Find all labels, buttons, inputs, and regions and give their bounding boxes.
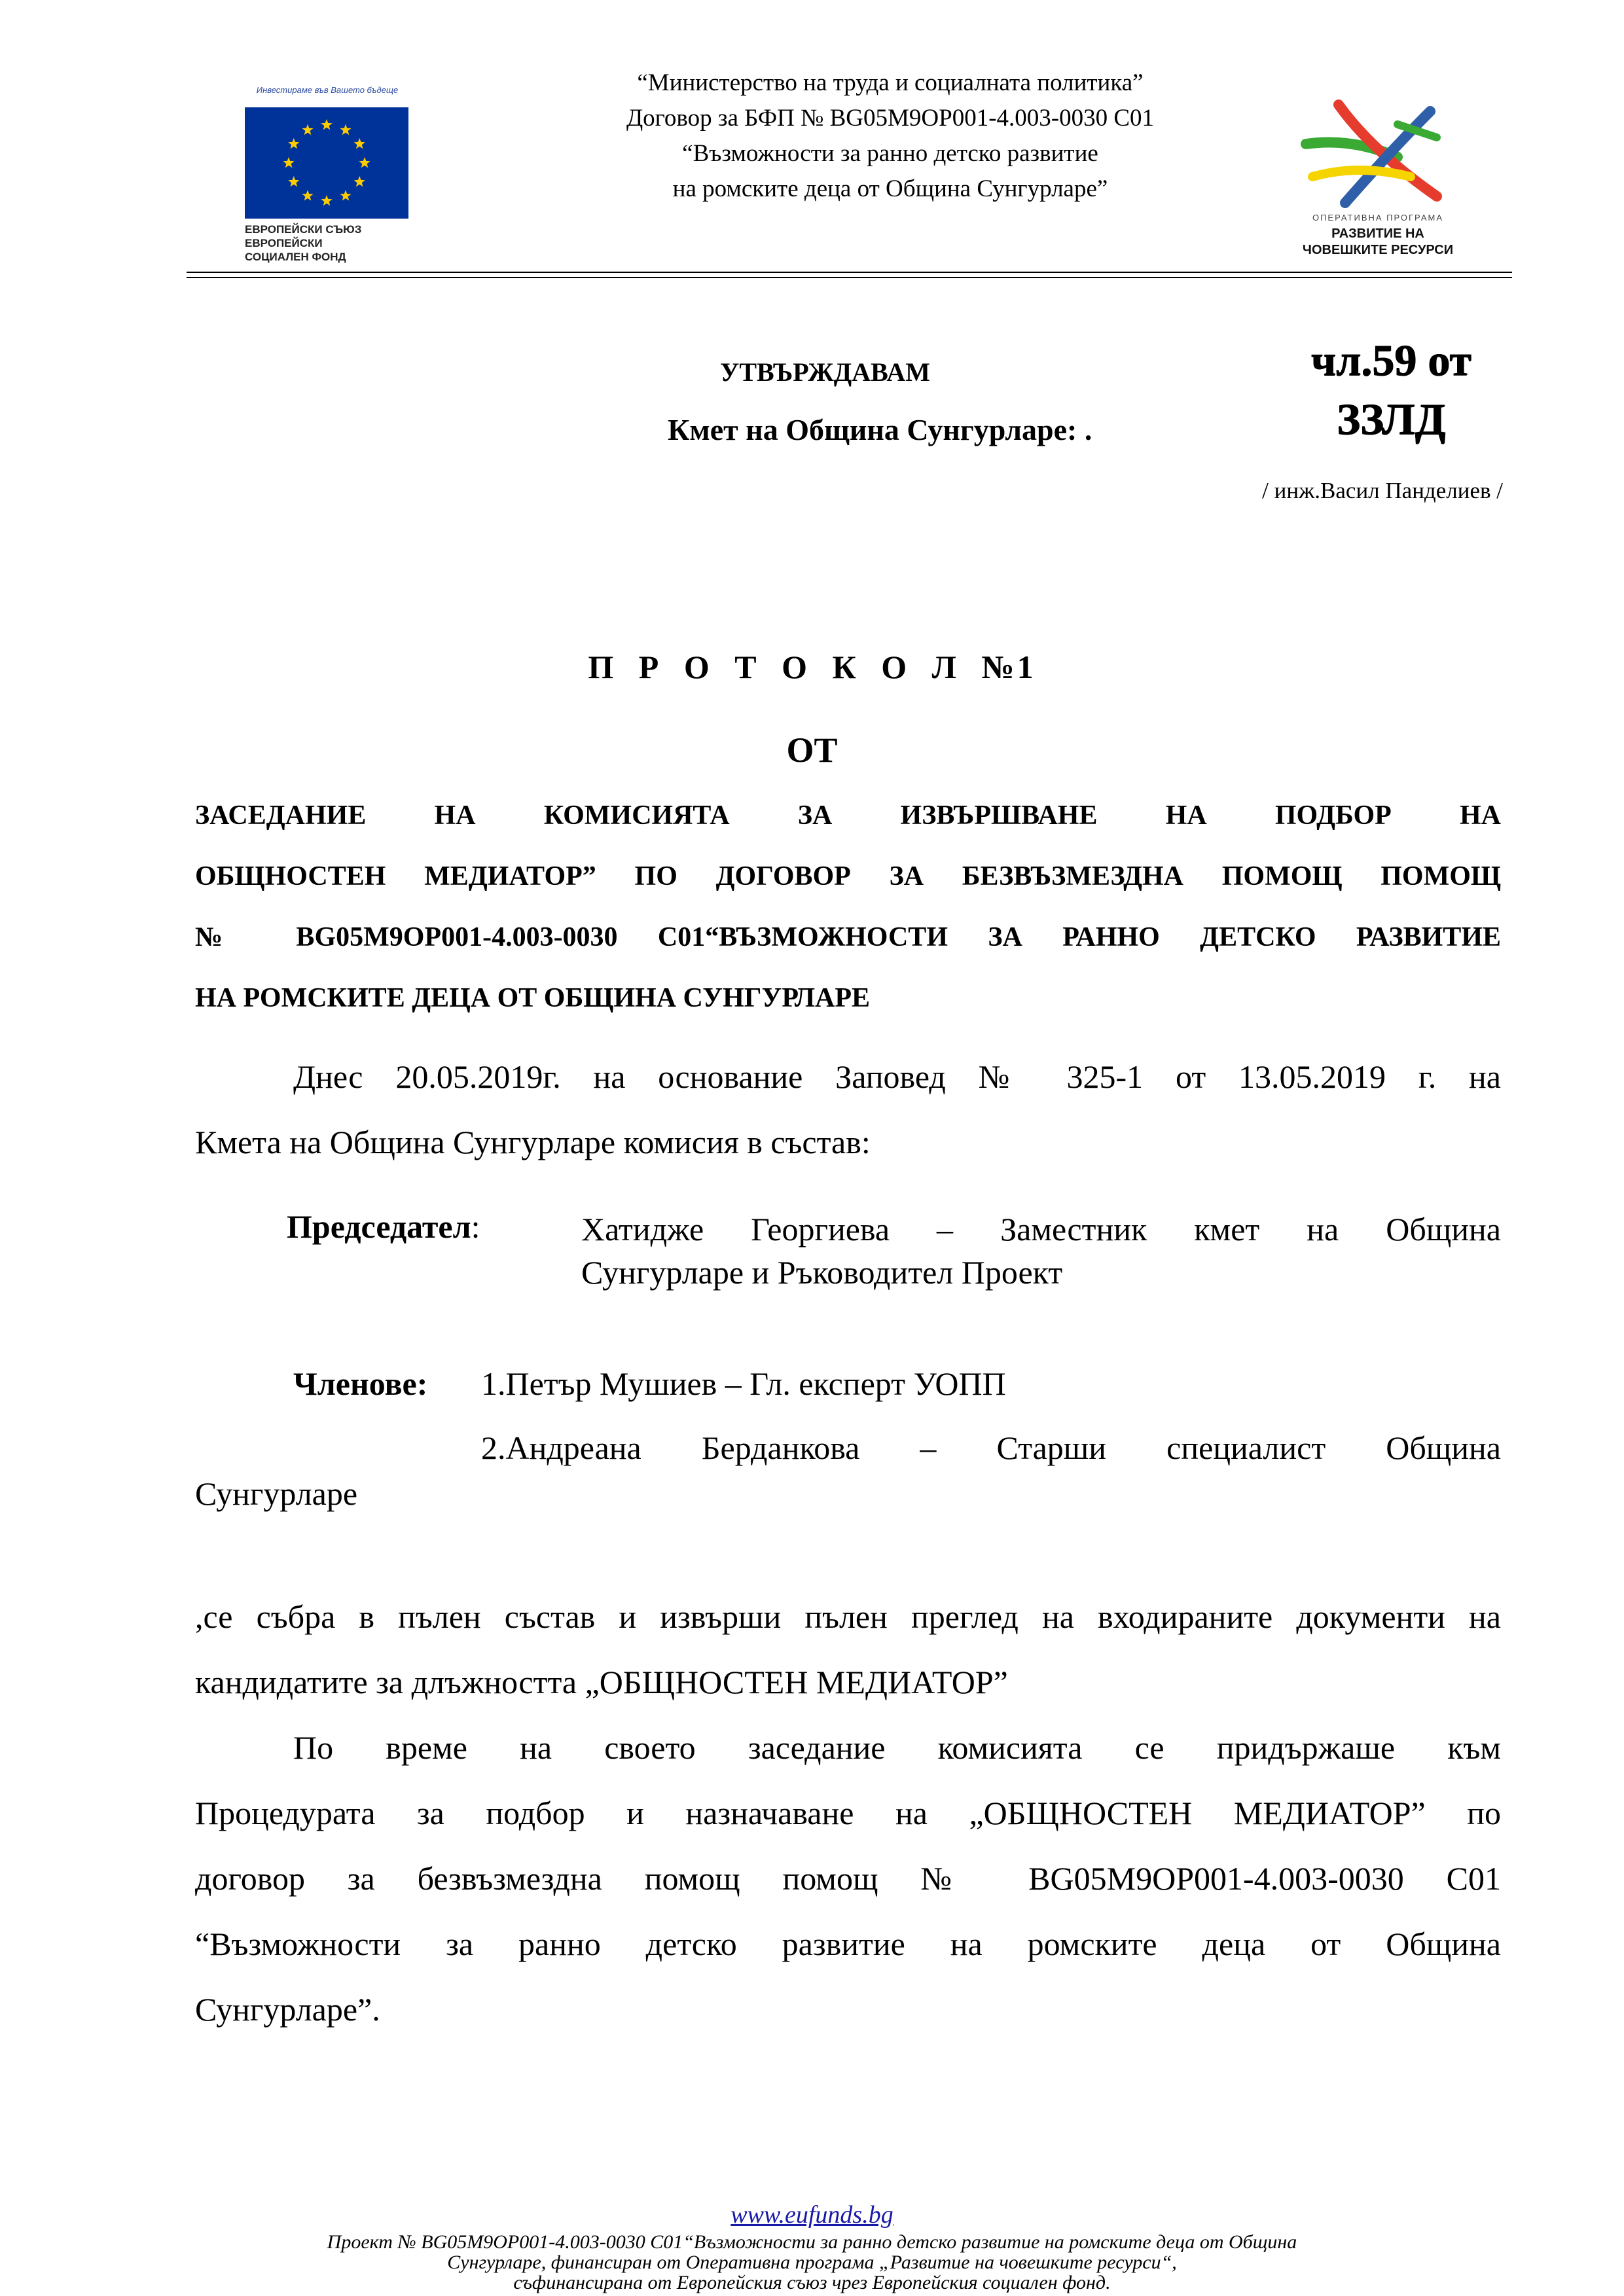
paragraph-review [195, 1584, 1501, 1715]
eu-logo-line: ЕВРОПЕЙСКИ СЪЮЗ [245, 223, 362, 236]
eu-logo-text [245, 223, 415, 264]
op-logo-line: РАЗВИТИЕ НА [1331, 226, 1424, 241]
eu-logo-tagline: Инвестираме във Вашето бъдеще [256, 85, 399, 95]
subject-line: ЗАСЕДАНИЕ НА КОМИСИЯТА ЗА ИЗВЪРШВАНЕ НА ПОДБОР НА [195, 800, 1501, 831]
footer-line: Сунгурларе, финансиран от Оперативна програма „Развитие на човешките ресурси“, [447, 2251, 1177, 2273]
protocol-from: ОТ [786, 730, 838, 770]
member-item-cont: Сунгурларе [195, 1475, 358, 1512]
stamp-line: чл.59 от [1310, 335, 1471, 385]
chair-line: Хатидже Георгиева – Заместник кмет на Община [581, 1211, 1501, 1247]
paragraph-line: Процедурата за подбор и назначаване на „ОБЩНОСТЕН МЕДИАТОР” по [195, 1795, 1501, 1831]
footer-link[interactable]: www.eufunds.bg [731, 2201, 893, 2229]
paragraph-line: кандидатите за длъжността „ОБЩНОСТЕН МЕДИАТОР” [195, 1664, 1008, 1700]
subject-line: ОБЩНОСТЕН МЕДИАТОР” ПО ДОГОВОР ЗА БЕЗВЪЗМЕЗДНА ПОМОЩ ПОМОЩ [195, 861, 1501, 891]
eu-flag-icon [245, 107, 408, 219]
op-logo-text [1273, 226, 1483, 259]
protocol-subject [195, 785, 1501, 1029]
paragraph-line: “Възможности за ранно детско развитие на ромските деца от Община [195, 1926, 1501, 1962]
op-hrd-logo [1273, 98, 1483, 268]
redaction-stamp [1283, 331, 1499, 448]
footer-line: съфинансирана от Европейския съюз чрез Европейския социален фонд. [513, 2272, 1111, 2293]
chair-line: Сунгурларе и Ръководител Проект [581, 1254, 1063, 1291]
members-label: Членове: [293, 1365, 428, 1402]
member-item [481, 1429, 1501, 1467]
header-contract-info [458, 65, 1322, 207]
paragraph-line: Днес 20.05.2019г. на основание Заповед № 325-1 от 13.05.2019 г. на [293, 1058, 1501, 1095]
paragraph-line: договор за безвъзмездна помощ помощ № BG05M9OP001-4.003-0030 C01 [195, 1860, 1501, 1897]
approval-label: УТВЪРЖДАВАМ [720, 357, 930, 387]
approval-name: / инж.Васил Панделиев / [1262, 478, 1503, 503]
footer-line: Проект № BG05M9OP001-4.003-0030 C01“Възможности за ранно детско развитие на ромските деца от Община [327, 2231, 1297, 2253]
header-divider [187, 277, 1512, 278]
paragraph-line: Кмета на Община Сунгурларе комисия в състав: [195, 1124, 871, 1160]
paragraph-line: По време на своето заседание комисията се придържаше към [293, 1729, 1501, 1766]
chair-label [287, 1208, 480, 1246]
eu-logo-line: ЕВРОПЕЙСКИ [245, 237, 323, 249]
protocol-title: П Р О Т О К О Л №1 [588, 649, 1036, 685]
chair-label-colon: : [471, 1208, 480, 1245]
header-line-ministry: “Министерство на труда и социалната политика” [637, 69, 1144, 96]
header-divider [187, 272, 1512, 273]
op-logo-line: ЧОВЕШКИТЕ РЕСУРСИ [1302, 243, 1454, 257]
member-item: 1.Петър Мушиев – Гл. експерт УОПП [481, 1365, 1006, 1402]
footer-text [196, 2232, 1428, 2293]
subject-line: НА РОМСКИТЕ ДЕЦА ОТ ОБЩИНА СУНГУРЛАРЕ [195, 983, 870, 1013]
paragraph-line: ,се събра в пълен състав и извърши пълен преглед на входираните документи на [195, 1598, 1501, 1635]
member-line: 2.Андреана Берданкова – Старши специалист Община [481, 1429, 1501, 1466]
header-line-contract: Договор за БФП № BG05M9OP001-4.003-0030 C01 [626, 105, 1155, 132]
eu-logo [236, 73, 419, 263]
header-line-project-cont: на ромските деца от Община Сунгурларе” [672, 175, 1108, 202]
subject-line: № BG05M9OP001-4.003-0030 C01“ВЪЗМОЖНОСТИ ЗА РАННО ДЕТСКО РАЗВИТИЕ [195, 922, 1501, 952]
chair-label-text: Председател [287, 1208, 471, 1245]
chair-details [581, 1208, 1501, 1294]
paragraph-intro [195, 1044, 1501, 1175]
header-line-project: “Възможности за ранно детско развитие [682, 140, 1098, 167]
paragraph-line: Сунгурларе”. [195, 1991, 380, 2028]
eu-logo-line: СОЦИАЛЕН ФОНД [245, 251, 346, 263]
stamp-line: ЗЗЛД [1336, 394, 1446, 444]
op-logo-small-text: ОПЕРАТИВНА ПРОГРАМА [1312, 213, 1444, 223]
op-hrd-logo-icon [1299, 98, 1456, 209]
paragraph-procedure [195, 1715, 1501, 2042]
approval-mayor: Кмет на Община Сунгурларе: . [668, 413, 1092, 446]
